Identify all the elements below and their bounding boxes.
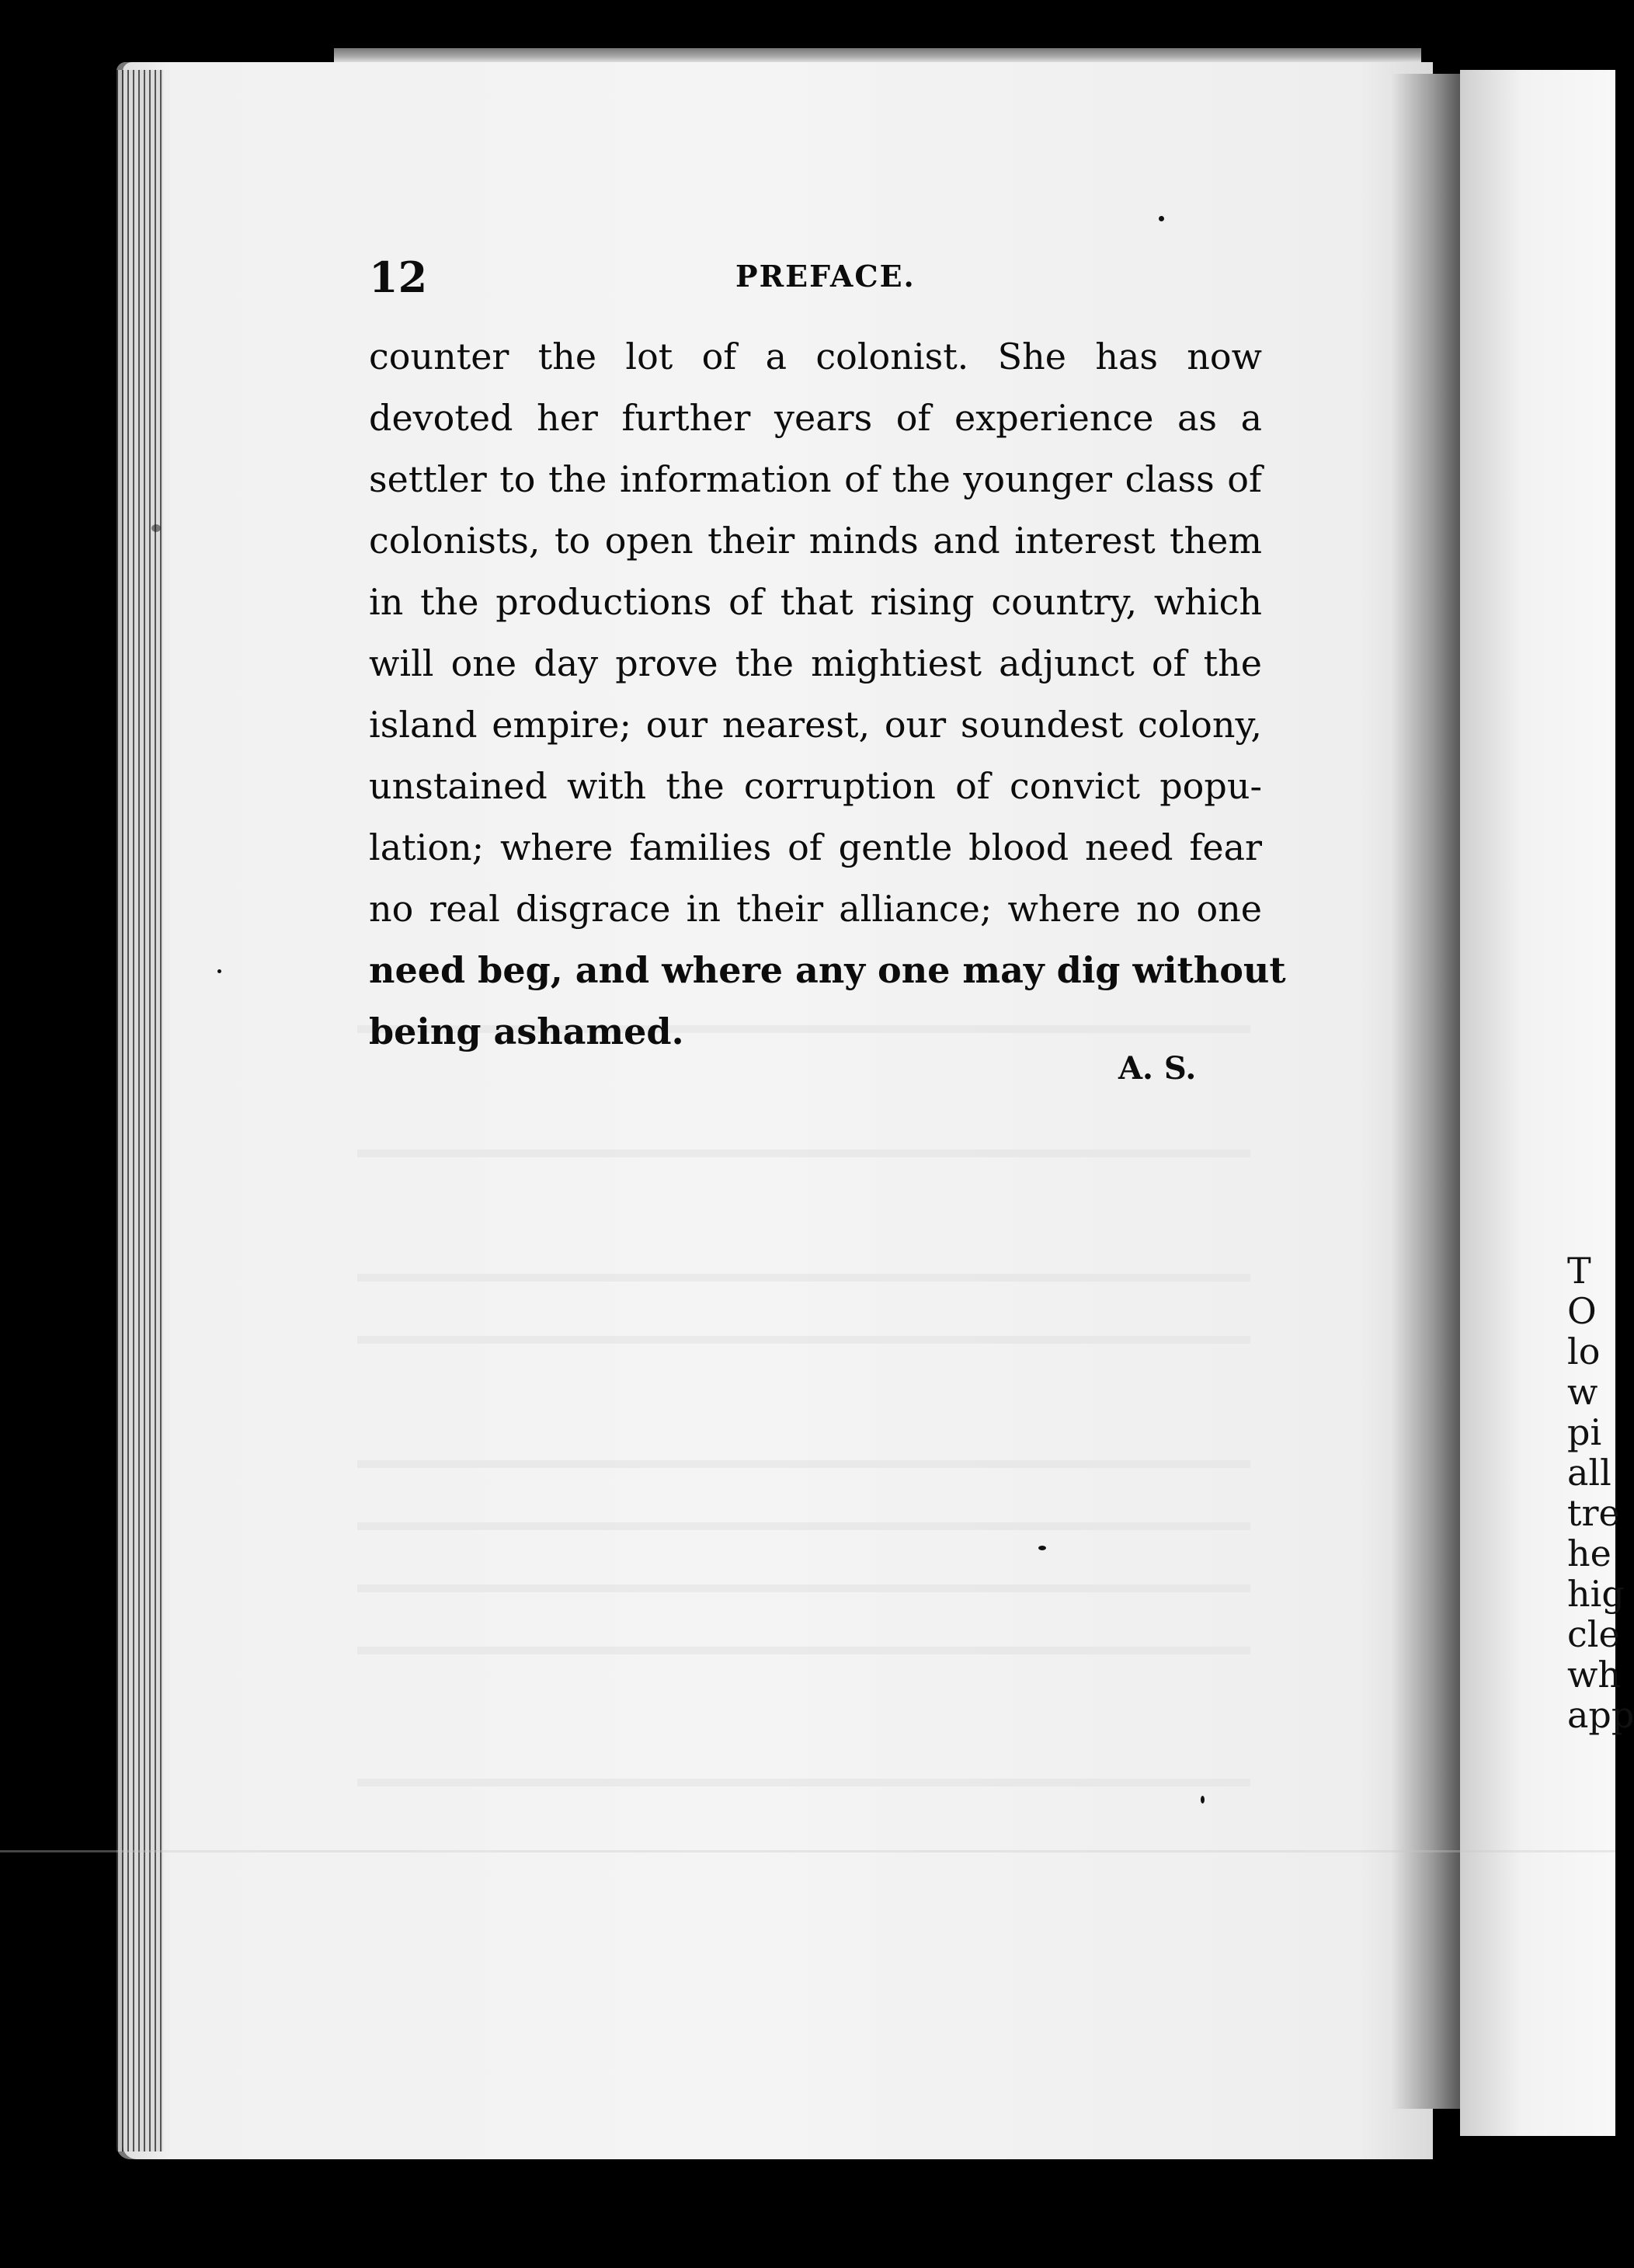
text-line: devoted her further years of experience as a (369, 397, 1262, 439)
facing-line-fragment: T (1567, 1250, 1591, 1292)
scan-artifact-line (0, 1850, 1615, 1852)
facing-line-fragment: tre (1567, 1492, 1620, 1534)
speck (217, 969, 221, 973)
show-through-line (357, 1150, 1250, 1157)
show-through-line (357, 1274, 1250, 1282)
text-line: settler to the information of the younger class of (369, 458, 1262, 500)
facing-page-text (1567, 1250, 1634, 1736)
text-line: no real disgrace in their alliance; where no one (369, 888, 1262, 930)
text-line: need beg, and where any one may dig without (369, 949, 1286, 991)
text-line: being ashamed. (369, 1011, 684, 1052)
facing-line-fragment: app (1567, 1694, 1634, 1736)
show-through-line (357, 1779, 1250, 1786)
speck (1159, 216, 1164, 221)
text-line: lation; where families of gentle blood need fear (369, 826, 1262, 868)
show-through-line (357, 1336, 1250, 1344)
text-line: colonists, to open their minds and interest them (369, 520, 1262, 562)
facing-line-fragment: hig (1567, 1573, 1625, 1615)
facing-line-fragment: cle (1567, 1613, 1620, 1655)
facing-line-fragment: he (1567, 1532, 1611, 1574)
facing-line-fragment: O (1567, 1290, 1597, 1332)
body-paragraph (369, 326, 1286, 1063)
facing-line-fragment: lo (1567, 1331, 1601, 1372)
speck (1201, 1796, 1205, 1804)
show-through-line (357, 1460, 1250, 1468)
text-line: unstained with the corruption of convict popu- (369, 765, 1262, 807)
facing-line-fragment: w (1567, 1371, 1598, 1413)
facing-line-fragment: all (1567, 1452, 1611, 1494)
spine-gutter-shadow (1390, 74, 1468, 2109)
speck (151, 524, 161, 532)
facing-line-fragment: pi (1567, 1411, 1602, 1453)
show-through-line (357, 1522, 1250, 1530)
page-stack-edge (116, 70, 163, 2151)
show-through-line (357, 1584, 1250, 1592)
running-head-title: PREFACE. (735, 259, 916, 294)
speck (1038, 1546, 1046, 1550)
right-page (1460, 70, 1615, 2136)
page-top-edge (334, 48, 1421, 62)
running-header (369, 252, 1262, 302)
show-through-line (357, 1647, 1250, 1654)
text-line: counter the lot of a colonist. She has now (369, 336, 1262, 377)
text-line: island empire; our nearest, our soundest colony, (369, 704, 1262, 746)
text-line: in the productions of that rising country, which (369, 581, 1262, 623)
text-line: will one day prove the mightiest adjunct of the (369, 642, 1262, 684)
page-number: 12 (369, 252, 428, 302)
author-initials: A. S. (1118, 1050, 1197, 1087)
facing-line-fragment: wh (1567, 1654, 1621, 1696)
